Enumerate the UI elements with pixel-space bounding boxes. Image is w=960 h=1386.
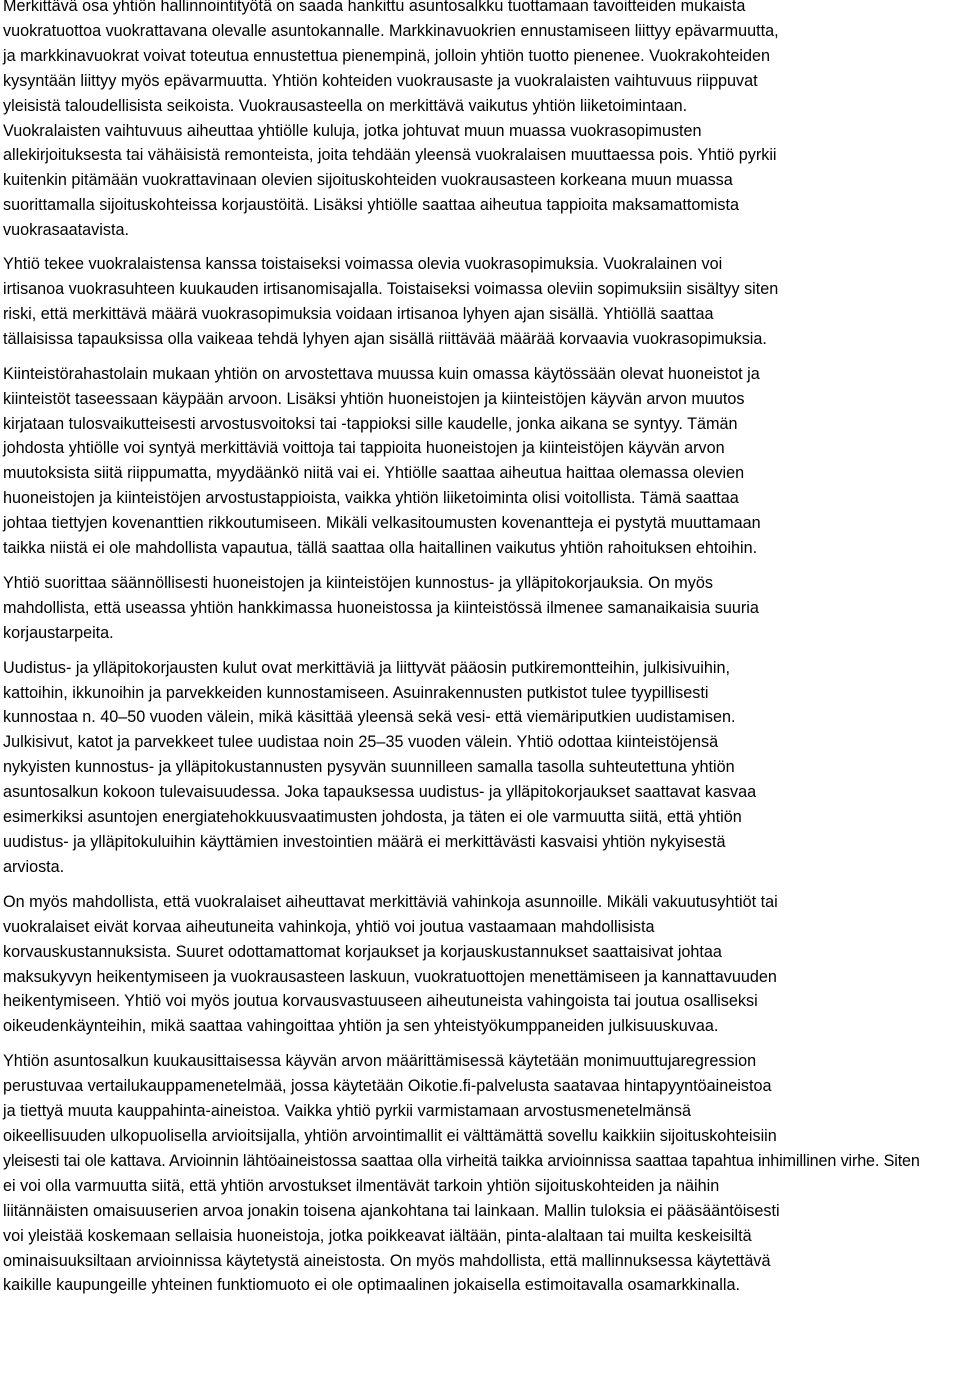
text-line: kiinteistöt taseessaan käypään arvoon. Lisäksi yhtiön huoneistojen ja kiinteistöjen käyvän arvon muutos bbox=[3, 389, 745, 408]
text-line: arviosta. bbox=[3, 857, 65, 876]
text-line: maksukyvyn heikentymiseen ja vuokrausasteen laskuun, vuokratuottojen menettämiseen ja kannattavuuden bbox=[3, 967, 777, 986]
text-line: tällaisissa tapauksissa olla vaikeaa tehdä lyhyen ajan sisällä riittävää määrää korvaavia vuokrasopimuksia. bbox=[3, 329, 767, 348]
text-line: esimerkiksi asuntojen energiatehokkuusvaatimusten johdosta, ja täten ei ole varmuutta siitä, että yhtiön bbox=[3, 808, 742, 827]
text-line: kunnostaa n. 40–50 vuoden välein, mikä käsittää yleensä sekä vesi- että viemäriputkien uudistamisen. bbox=[3, 708, 736, 727]
text-line: korjaustarpeita. bbox=[3, 623, 114, 642]
text-line: Vuokralaisten vaihtuvuus aiheuttaa yhtiölle kuluja, jotka johtuvat muun muassa vuokrasopimusten bbox=[3, 121, 702, 140]
text-line: vuokralaiset eivät korvaa aiheutuneita vahinkoja, yhtiö voi joutua vastaamaan mahdollisista bbox=[3, 917, 655, 936]
text-line: kaikille kaupungeille yhteinen funktiomuoto ei ole optimaalinen jokaisella estimoitavalla osamarkkinalla. bbox=[3, 1276, 740, 1295]
text-line: mahdollista, että useassa yhtiön hankkimassa huoneistossa ja kiinteistössä ilmenee samanaikaisia suuria bbox=[3, 598, 759, 617]
text-line: riski, että merkittävä määrä vuokrasopimuksia voidaan irtisanoa lyhyen ajan sisällä. Yhtiöllä saattaa bbox=[3, 304, 714, 323]
text-line: taikka niistä ei ole mahdollista vapautua, tällä saattaa olla haitallinen vaikutus yhtiön rahoituksen ehtoihin. bbox=[3, 539, 758, 558]
text-line: korvauskustannuksista. Suuret odottamattomat korjaukset ja korjauskustannukset saattaisivat johtaa bbox=[3, 942, 722, 961]
text-line: kuitenkin pitämään vuokrattavinaan olevien sijoituskohteiden vuokrausasteen korkeana muun muassa bbox=[3, 171, 733, 190]
text-line: perustuvaa vertailukauppamenetelmää, jossa käytetään Oikotie.fi-palvelusta saatavaa hintapyyntöaineistoa bbox=[3, 1077, 772, 1096]
paragraph-fair-value bbox=[3, 362, 957, 561]
text-line: oikeellisuuden ulkopuolisella arvioitsijalla, yhtiön arvointimallit ei välttämättä sovellu kaikkiin sijoituskohteisiin bbox=[3, 1126, 777, 1145]
text-line: Uudistus- ja ylläpitokorjausten kulut ovat merkittäviä ja liittyvät pääosin putkiremontteihin, julkisivuihin, bbox=[3, 658, 730, 677]
text-line: vuokrasaatavista. bbox=[3, 221, 129, 240]
text-line: On myös mahdollista, että vuokralaiset aiheuttavat merkittäviä vahinkoja asunnoille. Mikäli vakuutusyhtiöt tai bbox=[3, 892, 778, 911]
paragraph-maintenance bbox=[3, 571, 957, 646]
text-line: kattoihin, ikkunoihin ja parvekkeiden kunnostamiseen. Asuinrakennusten putkistot tulee tyypillisesti bbox=[3, 683, 709, 702]
text-line: ja tiettyä muuta kauppahinta-aineistoa. Vaikka yhtiö pyrkii varmistamaan arvostusmenetelmänsä bbox=[3, 1102, 692, 1121]
text-line: nykyisten kunnostus- ja ylläpitokustannusten pysyvän suunnilleen samalla tasolla suhteutettuna yhtiön bbox=[3, 758, 735, 777]
text-line: Yhtiön asuntosalkun kuukausittaisessa käyvän arvon määrittämisessä käytetään monimuuttujaregression bbox=[3, 1052, 757, 1071]
text-line: ja markkinavuokrat voivat toteutua ennustettua pienempinä, jolloin yhtiön tuotto pienenee. Vuokrakohteiden bbox=[3, 46, 771, 65]
paragraph-tenant-damage bbox=[3, 890, 957, 1039]
text-line: kysyntään liittyy myös epävarmuutta. Yhtiön kohteiden vuokrausaste ja vuokralaisten vaihtuvuus riippuvat bbox=[3, 71, 758, 90]
text-line: Yhtiö tekee vuokralaistensa kanssa toistaiseksi voimassa olevia vuokrasopimuksia. Vuokralainen voi bbox=[3, 255, 723, 274]
text-line: johtaa tiettyjen kovenanttien rikkoutumiseen. Mikäli velkasitoumusten kovenantteja ei pystytä muuttamaan bbox=[3, 514, 761, 533]
text-line: Julkisivut, katot ja parvekkeet tulee uudistaa noin 25–35 vuoden välein. Yhtiö odottaa kiinteistöjensä bbox=[3, 733, 719, 752]
text-line: liitännäisten omaisuuserien arvoa jonakin toisena ajankohtana tai lainkaan. Mallin tuloksia ei pääsääntöisesti bbox=[3, 1201, 780, 1220]
text-line: yleisistä taloudellisista seikoista. Vuokrausasteella on merkittävä vaikutus yhtiön liiketoimintaan. bbox=[3, 96, 688, 115]
text-line: ei voi olla varmuutta siitä, että yhtiön arvostukset ilmentävät tarkoin yhtiön sijoituskohteiden ja näihin bbox=[3, 1176, 720, 1195]
text-line: Merkittävä osa yhtiön hallinnointityötä on saada hankittu asuntosalkku tuottamaan tavoitteiden mukaista bbox=[3, 0, 746, 15]
text-line: vuokratuottoa vuokrattavana olevalle asuntokannalle. Markkinavuokrien ennustamiseen liittyy epävarmuutta, bbox=[3, 21, 779, 40]
text-line: muutoksista siitä riippumatta, myydäänkö niitä vai ei. Yhtiölle saattaa aiheutua haittaa olemassa olevien bbox=[3, 464, 745, 483]
text-line: ominaisuuksiltaan arvioinnissa käytetystä aineistosta. On myös mahdollista, että mallinnuksessa käytettävä bbox=[3, 1251, 771, 1270]
text-line: allekirjoituksesta tai vähäisistä remonteista, joita tehdään yleensä vuokralaisen muuttaessa pois. Yhtiö pyrkii bbox=[3, 146, 777, 165]
text-line: asuntosalkun kokoon tulevaisuudessa. Joka tapauksessa uudistus- ja ylläpitokorjaukset saattavat kasvaa bbox=[3, 783, 757, 802]
text-line: heikentymiseen. Yhtiö voi myös joutua korvausvastuuseen aiheutuneista vahingoista tai joutua osalliseksi bbox=[3, 992, 758, 1011]
text-line: Yhtiö suorittaa säännöllisesti huoneistojen ja kiinteistöjen kunnostus- ja ylläpitokorjauksia. On myös bbox=[3, 573, 713, 592]
paragraph-renovation-costs bbox=[3, 656, 957, 880]
text-line: oikeudenkäynteihin, mikä saattaa vahingoittaa yhtiön ja sen yhteistyökumppaneiden julkisuuskuvaa. bbox=[3, 1017, 719, 1036]
text-line: Kiinteistörahastolain mukaan yhtiön on arvostettava muussa kuin omassa käytössään olevat huoneistot ja bbox=[3, 364, 760, 383]
text-line: voi yleistää koskemaan sellaisia huoneistoja, jotka poikkeavat iältään, pinta-alaltaan tai muilta keskeisiltä bbox=[3, 1226, 752, 1245]
text-line: johdosta yhtiölle voi syntyä merkittäviä voittoja tai tappioita huoneistojen ja kiinteistöjen käyvän arvon bbox=[3, 439, 725, 458]
paragraph-valuation-method bbox=[3, 1049, 957, 1298]
text-line: suorittamalla sijoituskohteissa korjaustöitä. Lisäksi yhtiölle saattaa aiheutua tappioita maksamattomista bbox=[3, 196, 740, 215]
text-line: uudistus- ja ylläpitokuluihin käyttämien investointien määrä ei merkittävästi kasvaisi yhtiön nykyisestä bbox=[3, 833, 726, 851]
text-line: huoneistojen ja kiinteistöjen arvostustappioista, vaikka yhtiön liiketoiminta olisi voitollista. Tämä saattaa bbox=[3, 489, 739, 508]
text-line: kirjataan tulosvaikutteisesti arvostusvoitoksi tai -tappioksi sille kaudelle, jonka aikana se syntyy. Tämän bbox=[3, 414, 738, 433]
text-line: yleisesti tai ole kattava. Arvioinnin lähtöaineistossa saattaa olla virheitä taikka arvioinnissa saattaa tapahtua inhimillinen virhe. Siten bbox=[3, 1151, 920, 1170]
paragraph-rental-risk bbox=[3, 0, 957, 243]
text-line: irtisanoa vuokrasuhteen kuukauden irtisanomisajalla. Toistaiseksi voimassa oleviin sopimuksiin sisältyy siten bbox=[3, 279, 779, 298]
paragraph-lease-terms bbox=[3, 252, 957, 352]
